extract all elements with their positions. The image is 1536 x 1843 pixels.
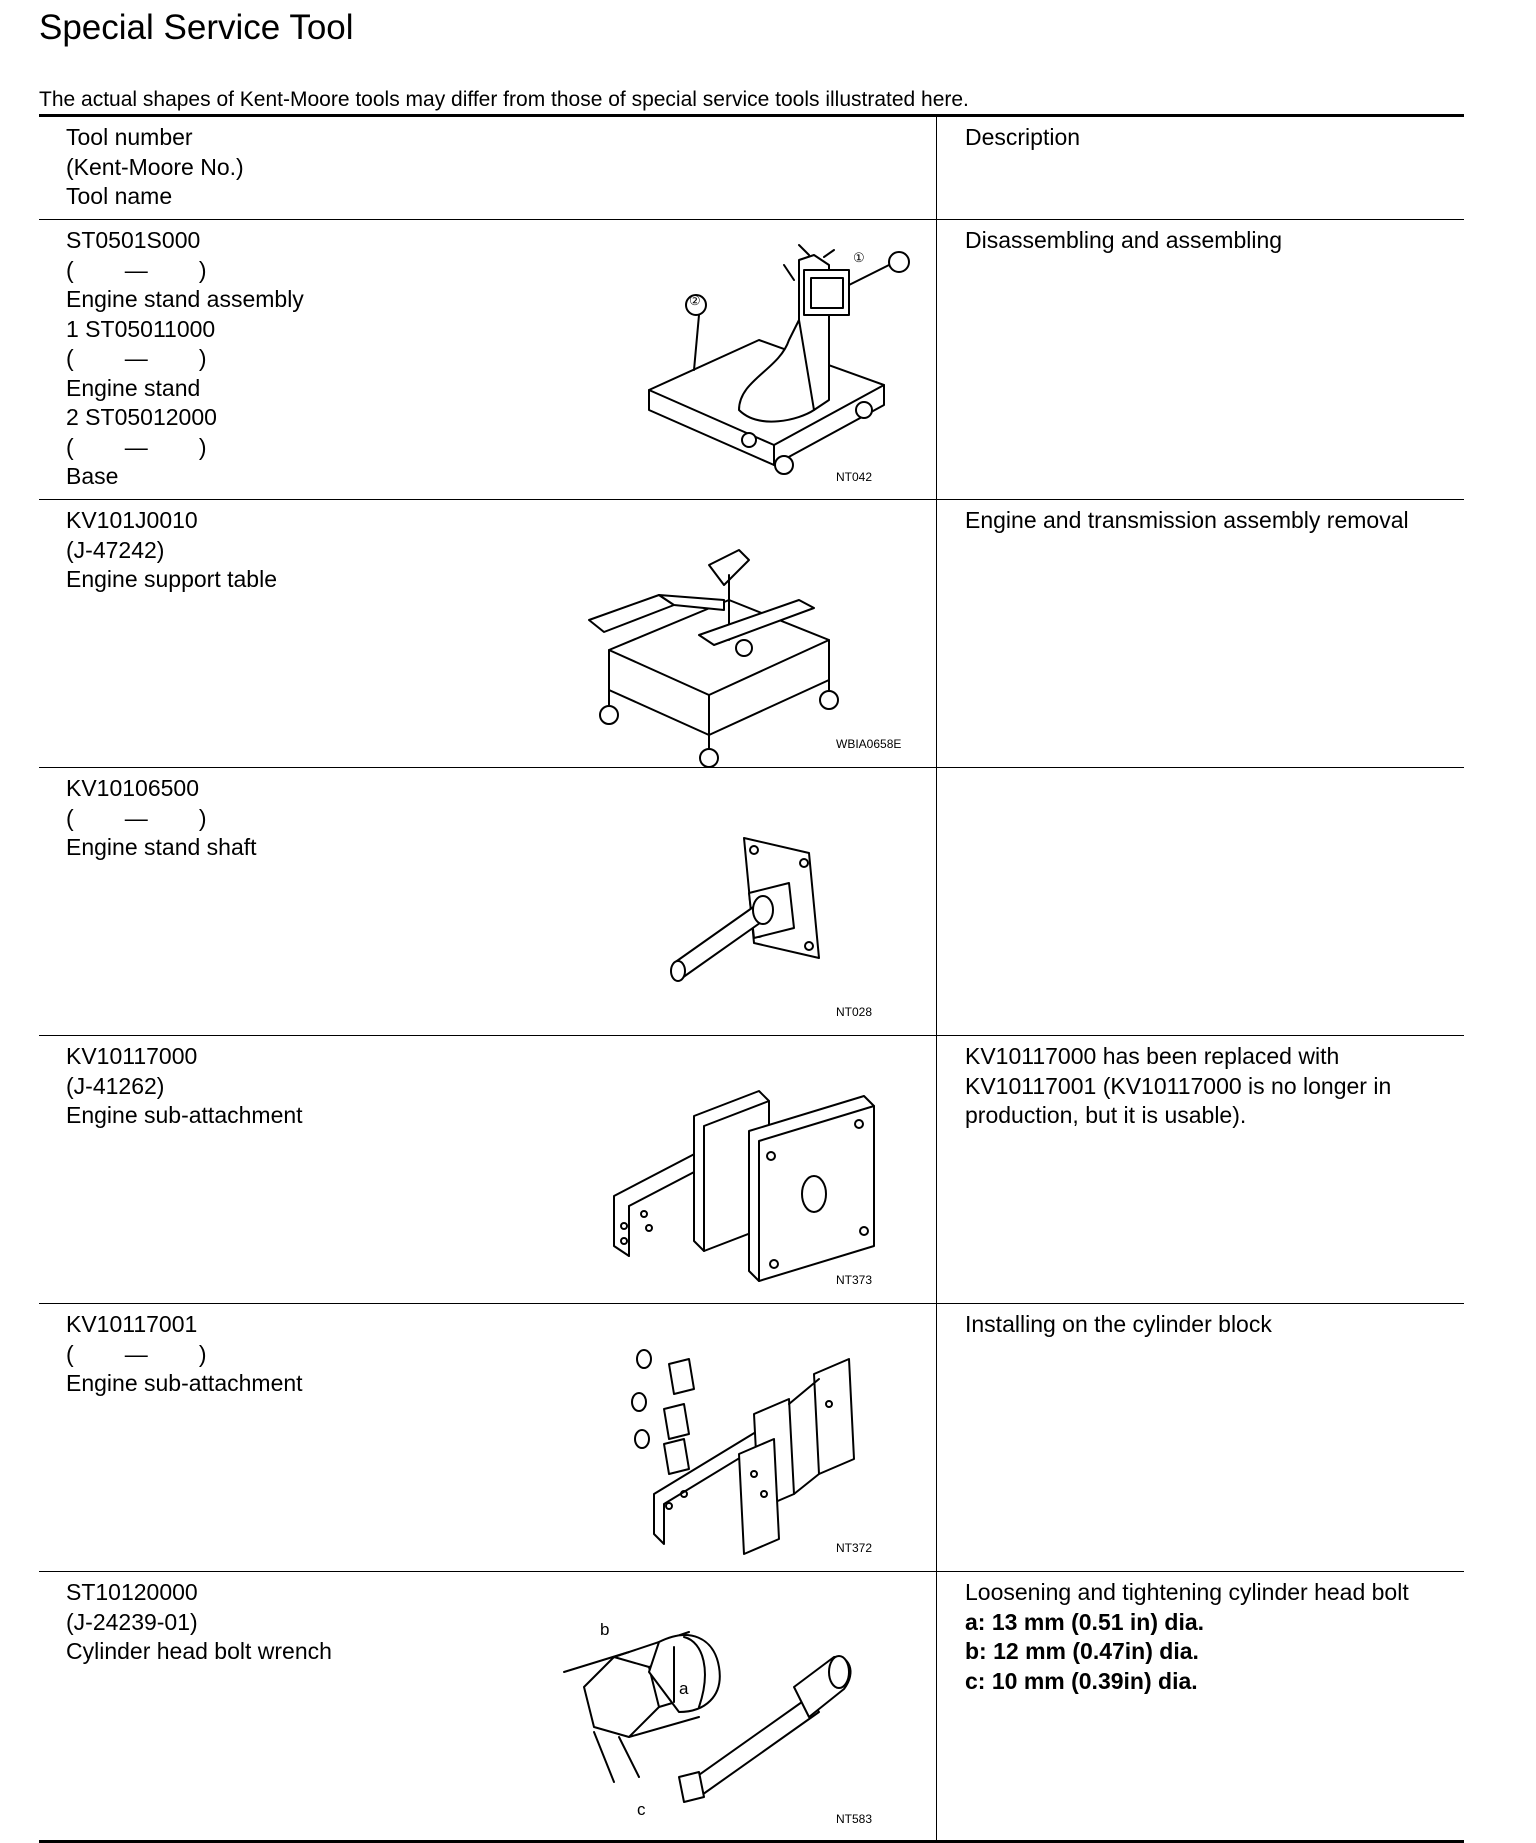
table-row	[39, 1036, 1464, 1304]
tool-number: KV10117001	[66, 1311, 198, 1337]
table-row: ST0501S000 ( — ) Engine stand assembly 1 ST05011000 ( — ) Engine stand 2 ST05012000 ( — ) Base ① ② NT042 Disassembling and assembling	[39, 220, 1464, 500]
tool-number: KV10117000	[66, 1043, 198, 1069]
table-row	[39, 768, 1464, 1036]
header-tool-number: Tool number	[66, 124, 193, 150]
page-note: The actual shapes of Kent-Moore tools may differ from those of special service tools illustrated here.	[39, 88, 969, 111]
tool-number: ST0501S000	[66, 227, 201, 253]
table-row	[39, 1304, 1464, 1572]
engine-support-table-illustration	[579, 540, 879, 750]
row-left: KV101J0010 (J-47242) Engine support table	[66, 506, 277, 595]
row-left: KV10106500 ( — ) Engine stand shaft	[66, 774, 257, 863]
header-kent-moore: (Kent-Moore No.)	[66, 153, 244, 180]
spec-c: c: 10 mm (0.39in) dia.	[965, 1667, 1198, 1694]
sub-attachment-illustration	[609, 1086, 889, 1286]
page-title: Special Service Tool	[39, 8, 354, 47]
spec-a: a: 13 mm (0.51 in) dia.	[965, 1608, 1205, 1635]
header-description: Description	[965, 124, 1081, 150]
tool-name: Cylinder head bolt wrench	[66, 1638, 332, 1664]
row-description: Disassembling and assembling	[965, 227, 1283, 253]
engine-stand-illustration	[599, 260, 899, 460]
tool-name: Engine stand shaft	[66, 834, 257, 860]
figure-code: NT028	[836, 1005, 873, 1019]
table-row	[39, 500, 1464, 768]
figure-code: WBIA0658E	[836, 737, 902, 751]
figure-code: NT372	[836, 1541, 873, 1555]
row-description: Loosening and tightening cylinder head bolt a: 13 mm (0.51 in) dia. b: 12 mm (0.47in) dia. c: 10 mm (0.39in) dia.	[965, 1578, 1445, 1696]
tool-table	[39, 114, 1464, 1843]
tool-number: KV101J0010	[66, 507, 198, 533]
tool-name: Engine support table	[66, 566, 277, 592]
tool-name: Engine stand assembly	[66, 286, 304, 312]
table-row: ST10120000 (J-24239-01) Cylinder head bolt wrench b a c NT583 Loosening and tightening cylinder head bolt a: 13 mm (0.51 in) dia. b: 12 mm (0.47in) dia. c: 10 mm (0.39in) dia.	[39, 1572, 1464, 1840]
tool-number: KV10106500	[66, 775, 200, 801]
bolt-wrench-illustration	[539, 1617, 879, 1827]
figure-code: NT373	[836, 1273, 873, 1287]
table-header	[39, 117, 1464, 220]
tool-name: Engine sub-attachment	[66, 1370, 303, 1396]
row-description: Installing on the cylinder block	[965, 1311, 1272, 1337]
engine-stand-shaft-illustration	[649, 838, 859, 998]
row-left: KV10117001 ( — ) Engine sub-attachment	[66, 1310, 303, 1399]
spec-b: b: 12 mm (0.47in) dia.	[965, 1638, 1199, 1664]
row-left: ST10120000 (J-24239-01) Cylinder head bolt wrench	[66, 1578, 332, 1667]
figure-code: NT583	[836, 1812, 873, 1826]
sub-attachment-kit-illustration	[624, 1344, 884, 1554]
row-description: Engine and transmission assembly removal	[965, 507, 1409, 533]
figure-code: NT042	[836, 470, 873, 484]
tool-number: ST10120000	[66, 1579, 198, 1605]
header-tool-name: Tool name	[66, 183, 173, 209]
tool-name: Engine sub-attachment	[66, 1102, 303, 1128]
row-left: KV10117000 (J-41262) Engine sub-attachment	[66, 1042, 303, 1131]
header-left	[66, 123, 244, 212]
row-left: ST0501S000 ( — ) Engine stand assembly 1 ST05011000 ( — ) Engine stand 2 ST05012000 ( — ) Base	[66, 227, 304, 489]
row-description: KV10117000 has been replaced with KV10117001 (KV10117000 is no longer in production, but it is usable).	[965, 1043, 1392, 1128]
